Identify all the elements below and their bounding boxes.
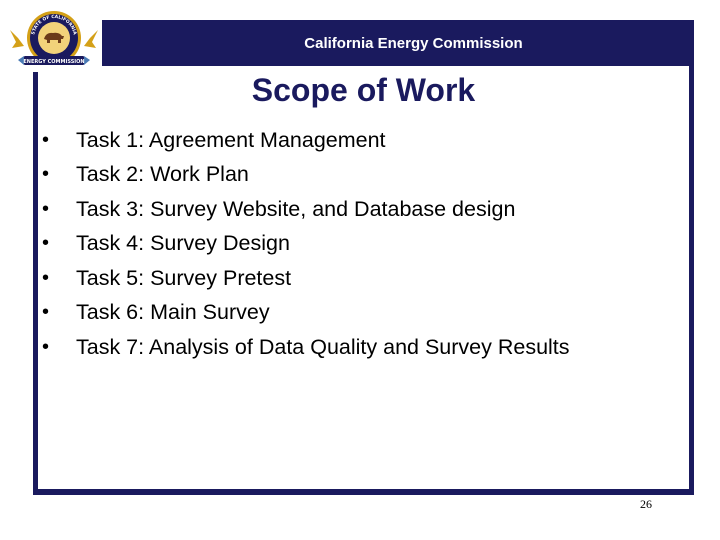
- slide-title: Scope of Work: [251, 72, 476, 108]
- task-label: Task 3: Survey Website, and Database design: [76, 196, 516, 221]
- list-item: [42, 330, 682, 365]
- list-item: [42, 296, 682, 331]
- list-item: [42, 227, 682, 262]
- list-item: [42, 123, 682, 158]
- seal-ring-text: STATE OF CALIFORNIA: [31, 14, 77, 36]
- task-label: Task 7: Analysis of Data Quality and Survey Results: [76, 334, 570, 359]
- bullet: •: [42, 128, 50, 151]
- header-title: California Energy Commission: [304, 34, 523, 52]
- bullet: •: [42, 301, 50, 324]
- task-list: [42, 123, 682, 365]
- task-label: Task 1: Agreement Management: [76, 127, 386, 152]
- task-label: Task 2: Work Plan: [76, 162, 249, 187]
- task-label: Task 4: Survey Design: [76, 231, 290, 256]
- bullet: •: [42, 232, 50, 255]
- bullet: •: [42, 335, 50, 358]
- seal-banner-text: ENERGY COMMISSION: [23, 59, 85, 65]
- task-label: Task 6: Main Survey: [76, 300, 270, 325]
- bullet: •: [42, 163, 50, 186]
- page-number: 26: [640, 497, 652, 511]
- list-item: [42, 158, 682, 193]
- bullet: •: [42, 266, 50, 289]
- list-item: [42, 261, 682, 296]
- list-item: [42, 192, 682, 227]
- bullet: •: [42, 197, 50, 220]
- task-label: Task 5: Survey Pretest: [76, 265, 292, 290]
- seal-icon: [6, 8, 102, 72]
